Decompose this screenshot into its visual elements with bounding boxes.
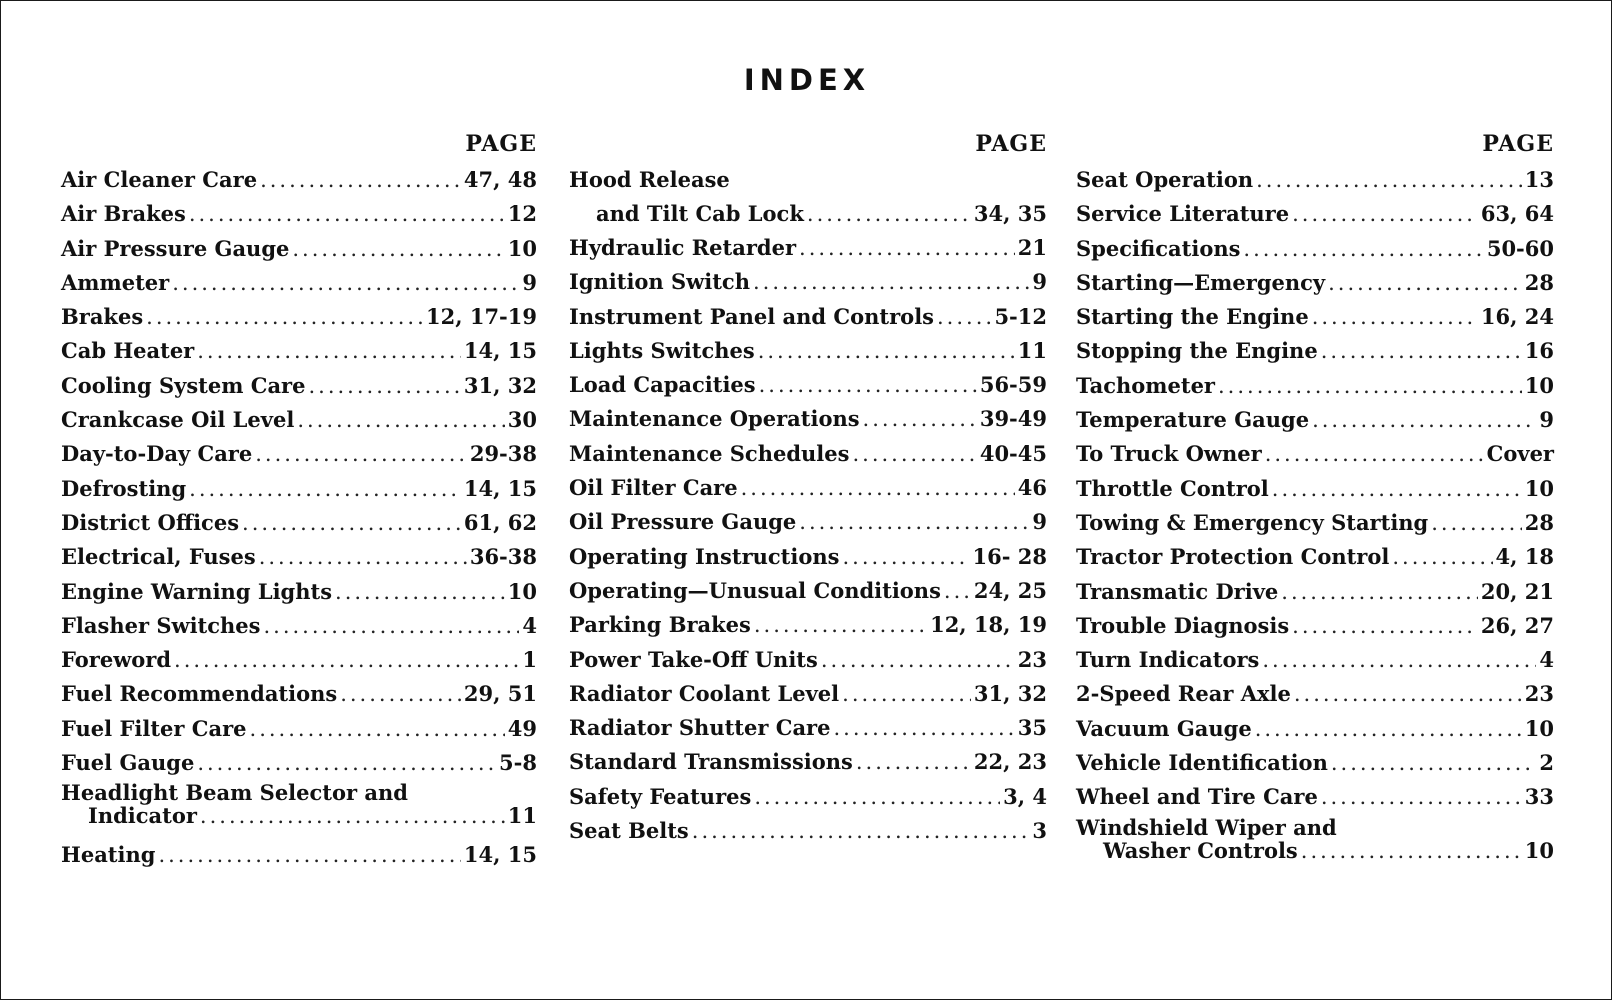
entry-label: Flasher Switches [61, 612, 261, 638]
leader-dots [1292, 609, 1478, 643]
leader-dots [292, 232, 504, 266]
index-entry [1076, 266, 1554, 300]
index-entry [61, 472, 537, 506]
leader-dots [1294, 677, 1522, 711]
entry-page: 23 [1017, 646, 1047, 672]
index-entry [1076, 540, 1554, 574]
entry-page: Cover [1486, 441, 1554, 467]
leader-dots [1321, 780, 1522, 814]
index-entry [569, 471, 1047, 505]
index-entry [1076, 815, 1554, 863]
index-entry [569, 402, 1047, 436]
entry-page: 3, 4 [1003, 783, 1047, 809]
leader-dots [1328, 266, 1522, 300]
entry-label: Temperature Gauge [1076, 407, 1310, 433]
index-entry [61, 506, 537, 540]
index-entry [1076, 780, 1554, 814]
leader-dots [1256, 163, 1522, 197]
entry-label: Tractor Protection Control [1076, 544, 1390, 570]
index-entry [61, 609, 537, 643]
entry-page: 39-49 [979, 406, 1047, 432]
entry-label: Cooling System Care [61, 372, 306, 398]
entry-page: 10 [1524, 715, 1554, 741]
entry-page: 10 [507, 578, 537, 604]
leader-dots [158, 838, 460, 872]
index-entry [569, 711, 1047, 745]
entry-label: Oil Filter Care [569, 475, 738, 501]
leader-dots [754, 608, 927, 642]
entry-label: Throttle Control [1076, 475, 1269, 501]
entry-label: Parking Brakes [569, 612, 751, 638]
page-column-header: PAGE [975, 131, 1047, 157]
entry-label: Operating—Unusual Conditions [569, 577, 941, 603]
index-entry [61, 403, 537, 437]
entry-label: Wheel and Tire Care [1076, 784, 1318, 810]
entry-page: 31, 32 [973, 680, 1047, 706]
index-entry [61, 677, 537, 711]
index-column-3 [1076, 129, 1554, 873]
entry-page: 11 [1017, 337, 1047, 363]
entry-label: Electrical, Fuses [61, 544, 256, 570]
leader-dots [692, 814, 1030, 848]
index-entries [569, 163, 1047, 848]
entry-page: 20, 21 [1480, 578, 1554, 604]
leader-dots [842, 677, 971, 711]
entry-label: Engine Warning Lights [61, 578, 333, 604]
index-entry [61, 300, 537, 334]
leader-dots [200, 804, 505, 828]
index-entry [1076, 712, 1554, 746]
entry-label: Maintenance Schedules [569, 440, 850, 466]
entry-label: Hydraulic Retarder [569, 235, 797, 260]
entry-page: 16, 24 [1480, 304, 1554, 330]
leader-dots [1243, 232, 1483, 266]
index-entry [569, 574, 1047, 608]
index-entry [1076, 163, 1554, 197]
entry-label: Standard Transmissions [569, 749, 853, 775]
leader-dots [242, 506, 461, 540]
leader-dots [863, 402, 977, 436]
index-entry [569, 780, 1047, 814]
leader-dots [754, 780, 1000, 814]
entry-label: District Offices [61, 509, 240, 535]
entry-label: To Truck Owner [1076, 441, 1262, 467]
entry-page: 24, 25 [973, 577, 1047, 603]
entry-label: Starting—Emergency [1076, 269, 1326, 295]
index-entry [61, 575, 537, 609]
entry-label: Windshield Wiper and [1076, 814, 1337, 840]
index-entry [1076, 472, 1554, 506]
index-entry [1076, 232, 1554, 266]
entry-label-continued: and Tilt Cab Lock [596, 201, 804, 226]
entry-page: 29, 51 [463, 681, 537, 707]
leader-dots [799, 231, 1015, 265]
entry-label: Crankcase Oil Level [61, 407, 295, 433]
entry-label: Lights Switches [569, 337, 755, 363]
entry-page: 29-38 [469, 441, 537, 467]
entry-page: 22, 23 [973, 749, 1047, 775]
leader-dots [189, 472, 461, 506]
leader-dots [842, 540, 969, 574]
leader-dots [1321, 334, 1522, 368]
entry-page: 1 [522, 647, 537, 673]
entry-label: Seat Belts [569, 818, 689, 844]
index-entry [1076, 746, 1554, 780]
entry-page: 2 [1539, 750, 1554, 776]
entry-label: Operating Instructions [569, 543, 840, 569]
index-entry [61, 540, 537, 574]
entry-label: Fuel Filter Care [61, 715, 247, 741]
leader-dots [259, 540, 467, 574]
leader-dots [937, 300, 991, 334]
entry-label: Fuel Recommendations [61, 681, 338, 707]
leader-dots [146, 300, 423, 334]
index-entry [569, 540, 1047, 574]
leader-dots [197, 334, 461, 368]
entry-label: Cab Heater [61, 338, 195, 364]
entry-page: 9 [1539, 407, 1554, 433]
index-entries [1076, 163, 1554, 863]
entry-label: Vacuum Gauge [1076, 715, 1252, 741]
entry-page: 9 [522, 269, 537, 295]
index-entry [569, 231, 1047, 265]
leader-dots [833, 711, 1014, 745]
index-entry [1076, 403, 1554, 437]
index-entry [569, 505, 1047, 539]
entry-label-continued: Indicator [88, 803, 197, 829]
leader-dots [263, 609, 519, 643]
index-entry [61, 838, 537, 872]
entry-page: 21 [1017, 235, 1047, 260]
entry-page: 34, 35 [973, 201, 1047, 226]
index-entry [61, 437, 537, 471]
leader-dots [308, 369, 460, 403]
entry-page: 35 [1017, 715, 1047, 741]
entry-page: 28 [1524, 509, 1554, 535]
entry-label: Fuel Gauge [61, 750, 195, 776]
entry-page: 14, 15 [463, 842, 537, 868]
entry-label: Ammeter [61, 269, 170, 295]
entry-label: Turn Indicators [1076, 647, 1260, 673]
index-entry [569, 745, 1047, 779]
leader-dots [1292, 197, 1478, 231]
entry-page: 5-8 [499, 750, 537, 776]
leader-dots [1272, 472, 1522, 506]
leader-dots [197, 746, 496, 780]
entry-page: 12, 18, 19 [930, 612, 1047, 638]
entry-label: Defrosting [61, 475, 187, 501]
index-entry [569, 300, 1047, 334]
entry-page: 10 [507, 235, 537, 261]
entry-label: Radiator Coolant Level [569, 680, 840, 706]
entry-page: 61, 62 [463, 509, 537, 535]
entry-page: 9 [1032, 509, 1047, 535]
entry-label: Radiator Shutter Care [569, 715, 831, 741]
leader-dots [1265, 437, 1484, 471]
entry-label: Safety Features [569, 783, 752, 809]
index-entry [61, 712, 537, 746]
entry-label: Load Capacities [569, 372, 756, 398]
entry-page: 50-60 [1486, 235, 1554, 261]
leader-dots [1281, 575, 1478, 609]
entry-label: Air Brakes [61, 201, 186, 227]
index-entry [1076, 506, 1554, 540]
entry-page: 4 [1539, 647, 1554, 673]
entry-label: 2-Speed Rear Axle [1076, 681, 1291, 707]
entry-page: 23 [1524, 681, 1554, 707]
leader-dots [1262, 643, 1536, 677]
entry-page: 63, 64 [1480, 201, 1554, 227]
index-entry [1076, 437, 1554, 471]
entry-label: Day-to-Day Care [61, 441, 253, 467]
index-entry [1076, 643, 1554, 677]
leader-dots [250, 712, 505, 746]
entry-label: Headlight Beam Selector and [61, 780, 408, 806]
entry-page: 10 [1524, 372, 1554, 398]
entry-label: Maintenance Operations [569, 406, 860, 432]
entry-page: 10 [1524, 475, 1554, 501]
leader-dots [189, 197, 505, 231]
leader-dots [852, 437, 976, 471]
index-entry [569, 437, 1047, 471]
leader-dots [1255, 712, 1522, 746]
entry-page: 9 [1032, 269, 1047, 295]
leader-dots [753, 265, 1029, 299]
entry-page: 12, 17-19 [425, 304, 537, 330]
leader-dots [1392, 540, 1492, 574]
leader-dots [1431, 506, 1522, 540]
entry-page: 26, 27 [1480, 612, 1554, 638]
leader-dots [758, 334, 1015, 368]
entry-page: 56-59 [979, 372, 1047, 398]
leader-dots [297, 403, 504, 437]
index-entry [569, 368, 1047, 402]
leader-dots [799, 505, 1029, 539]
entry-page: 49 [507, 715, 537, 741]
entry-label: Instrument Panel and Controls [569, 303, 934, 329]
entry-page: 4 [522, 612, 537, 638]
index-entry [61, 643, 537, 677]
leader-dots [807, 197, 971, 231]
index-entry [1076, 197, 1554, 231]
leader-dots [1312, 300, 1478, 334]
page-column-header: PAGE [1482, 131, 1554, 157]
entry-page: 33 [1524, 784, 1554, 810]
index-entry [61, 163, 537, 197]
index-entry [61, 197, 537, 231]
leader-dots [944, 574, 971, 608]
entry-page: 11 [507, 803, 537, 829]
entry-label: Seat Operation [1076, 167, 1254, 192]
entry-label: Service Literature [1076, 201, 1290, 227]
leader-dots [255, 437, 467, 471]
index-entry [61, 334, 537, 368]
index-entry [1076, 677, 1554, 711]
index-entry [61, 369, 537, 403]
entry-label: Tachometer [1076, 372, 1215, 398]
entry-label: Trouble Diagnosis [1076, 612, 1290, 638]
leader-dots [335, 575, 505, 609]
entry-label: Foreword [61, 647, 172, 673]
entry-label: Towing & Emergency Starting [1076, 509, 1429, 535]
index-entry [61, 746, 537, 780]
entry-page: 16 [1524, 338, 1554, 364]
index-entry [569, 677, 1047, 711]
entry-page: 31, 32 [463, 372, 537, 398]
entry-page: 36-38 [469, 544, 537, 570]
leader-dots [856, 745, 971, 779]
entry-page: 30 [507, 407, 537, 433]
entry-label: Air Cleaner Care [61, 167, 258, 192]
entry-label: Specifications [1076, 235, 1241, 261]
index-entry [1076, 575, 1554, 609]
page-column-header: PAGE [465, 131, 537, 157]
page-title: INDEX [743, 63, 871, 97]
leader-dots [174, 643, 519, 677]
entry-label: Brakes [61, 304, 144, 330]
index-entry [569, 814, 1047, 848]
leader-dots [821, 643, 1015, 677]
entry-label: Air Pressure Gauge [61, 235, 290, 261]
leader-dots [172, 266, 519, 300]
entry-label: Power Take-Off Units [569, 646, 818, 672]
entry-page: 4, 18 [1495, 544, 1554, 570]
entry-label: Transmatic Drive [1076, 578, 1279, 604]
index-entry [569, 334, 1047, 368]
entry-label-continued: Washer Controls [1103, 837, 1298, 863]
index-entry [1076, 369, 1554, 403]
leader-dots [340, 677, 461, 711]
entry-label: Heating [61, 842, 156, 868]
entry-label: Ignition Switch [569, 269, 750, 295]
entry-page: 47, 48 [463, 167, 537, 192]
index-entry [1076, 609, 1554, 643]
entry-label: Vehicle Identification [1076, 750, 1328, 776]
entry-page: 5-12 [994, 303, 1047, 329]
entry-page: 46 [1017, 475, 1047, 501]
index-entry [1076, 300, 1554, 334]
entry-page: 14, 15 [463, 475, 537, 501]
index-column-2 [569, 129, 1047, 848]
index-entry [569, 265, 1047, 299]
leader-dots [741, 471, 1015, 505]
index-column-1 [61, 129, 537, 873]
entry-page: 13 [1524, 167, 1554, 192]
leader-dots [1218, 369, 1522, 403]
entry-page: 28 [1524, 269, 1554, 295]
index-entry [61, 266, 537, 300]
entry-label: Oil Pressure Gauge [569, 509, 797, 535]
leader-dots [759, 368, 977, 402]
entry-page: 40-45 [979, 440, 1047, 466]
entry-page: 12 [507, 201, 537, 227]
entry-label: Stopping the Engine [1076, 338, 1318, 364]
entry-page: 14, 15 [463, 338, 537, 364]
index-entry [61, 780, 537, 828]
index-entry [569, 643, 1047, 677]
index-entry [61, 232, 537, 266]
index-entries [61, 163, 537, 873]
leader-dots [260, 163, 461, 197]
leader-dots [1331, 746, 1537, 780]
entry-label: Starting the Engine [1076, 304, 1309, 330]
index-entry [569, 608, 1047, 642]
leader-dots [1312, 403, 1536, 437]
entry-label: Hood Release [569, 167, 730, 192]
index-entry [1076, 334, 1554, 368]
entry-page: 3 [1032, 818, 1047, 844]
leader-dots [1301, 839, 1522, 863]
index-entry [569, 163, 1047, 231]
entry-page: 10 [1524, 837, 1554, 863]
entry-page: 16- 28 [972, 543, 1047, 569]
